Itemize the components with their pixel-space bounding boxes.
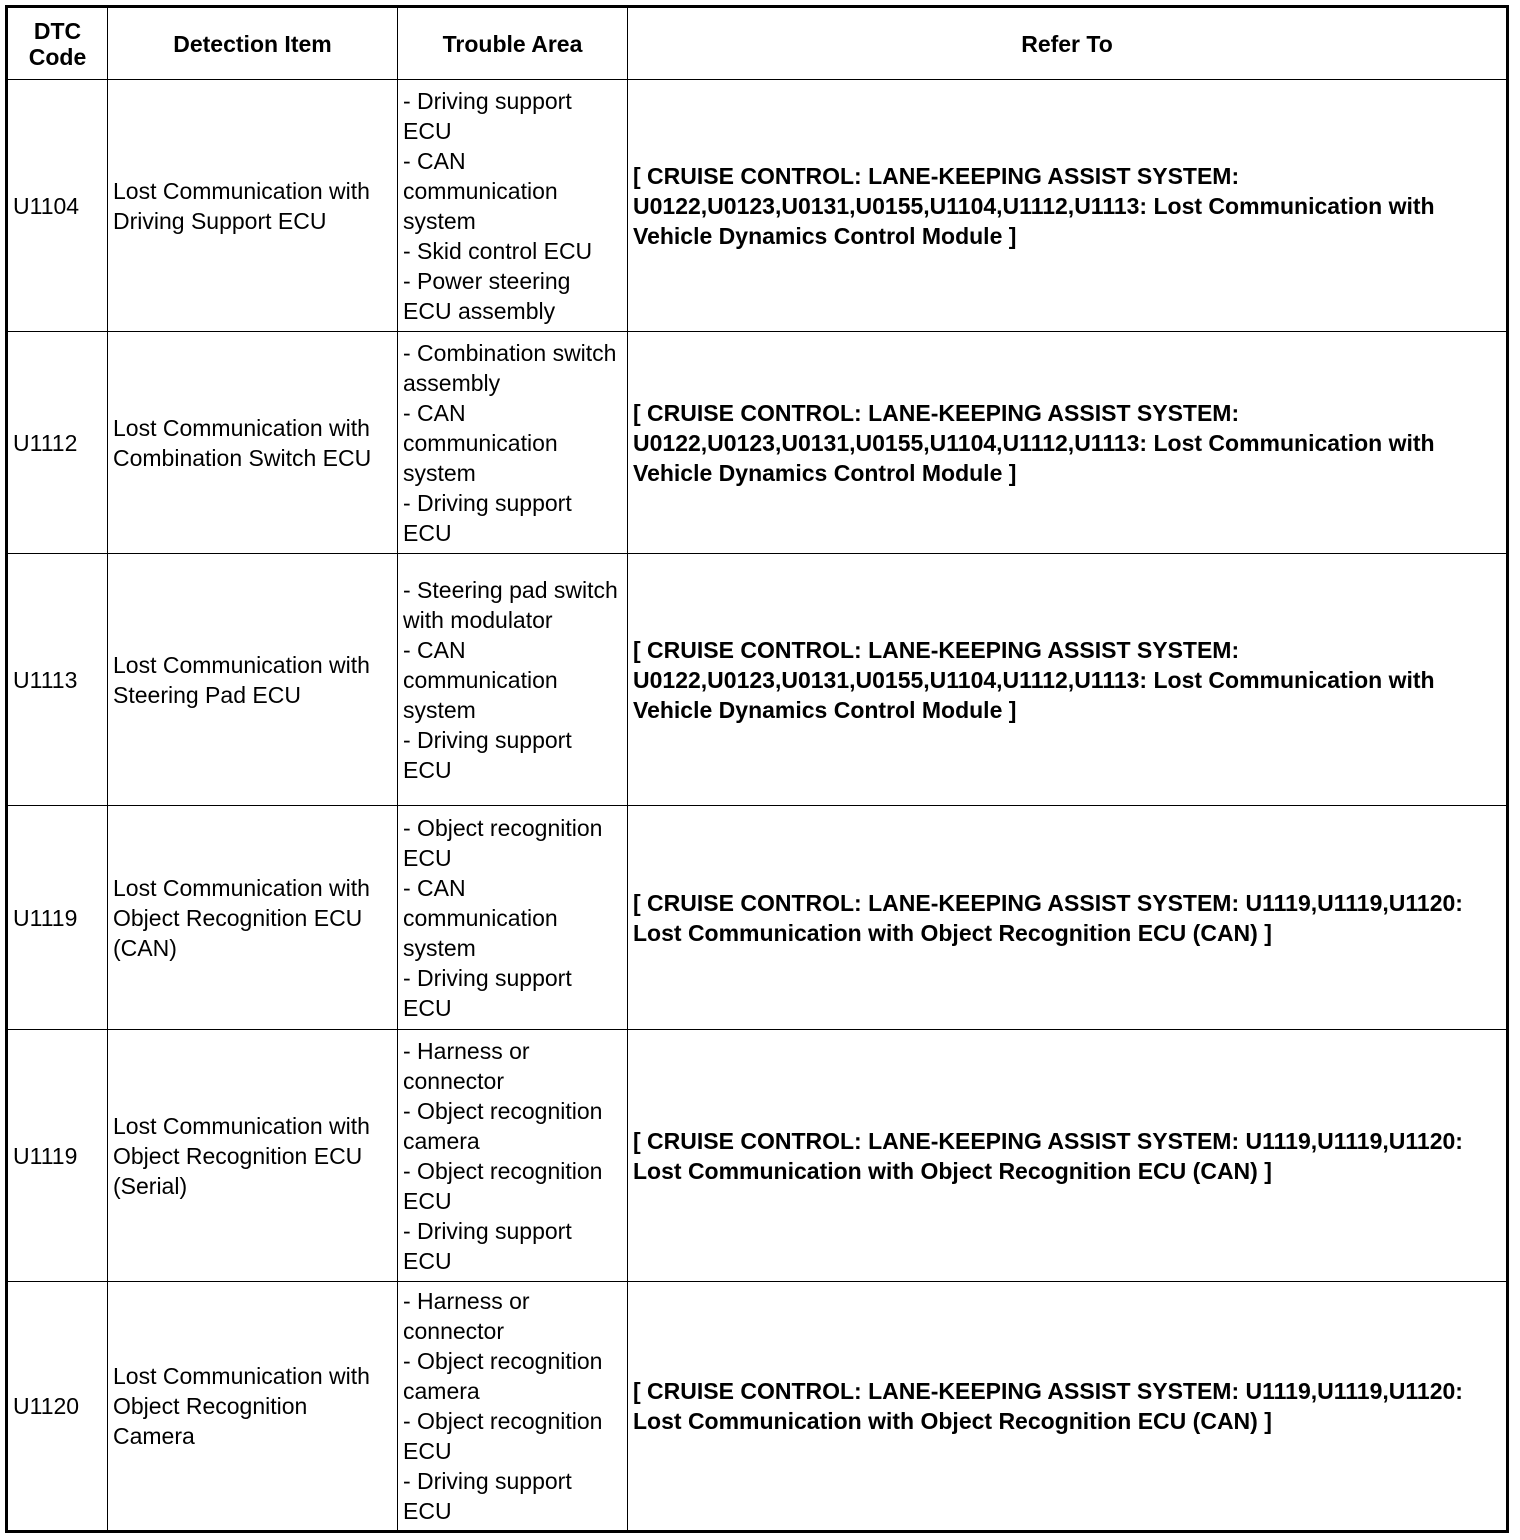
trouble-area-item: - CAN communication system (403, 636, 558, 723)
header-trouble-area: Trouble Area (398, 7, 628, 80)
trouble-area-item: - Driving support ECU (403, 726, 572, 783)
trouble-area-cell (398, 1282, 628, 1532)
dtc-code-cell: U1112 (7, 332, 108, 554)
trouble-area-item: - Harness or connector (403, 1037, 530, 1094)
trouble-area-item: - Object recognition ECU (403, 1157, 603, 1214)
trouble-area-cell (398, 332, 628, 554)
trouble-area-item: - Skid control ECU (403, 237, 593, 264)
trouble-area-item: - Steering pad switch with modulator (403, 576, 618, 633)
dtc-table (5, 5, 1509, 1533)
trouble-area-item: - CAN communication system (403, 147, 558, 234)
trouble-area-cell (398, 1030, 628, 1282)
trouble-area-cell (398, 80, 628, 332)
refer-to-link[interactable]: [ CRUISE CONTROL: LANE-KEEPING ASSIST SYSTEM: U1119,U1119,U1120: Lost Communication with Object Recognition ECU (CAN) ] (628, 806, 1508, 1030)
table-row (7, 332, 1508, 554)
trouble-area-item: - CAN communication system (403, 874, 558, 961)
header-dtc-code: DTC Code (7, 7, 108, 80)
table-row (7, 80, 1508, 332)
refer-to-link[interactable]: [ CRUISE CONTROL: LANE-KEEPING ASSIST SYSTEM: U0122,U0123,U0131,U0155,U1104,U1112,U1113: Lost Communication with Vehicle Dynamics Control Module ] (628, 80, 1508, 332)
detection-item-cell: Lost Communication with Driving Support ECU (108, 80, 398, 332)
trouble-area-item: - Driving support ECU (403, 964, 572, 1021)
detection-item-cell: Lost Communication with Object Recognition ECU (Serial) (108, 1030, 398, 1282)
trouble-area-cell (398, 806, 628, 1030)
trouble-area-item: - CAN communication system (403, 399, 558, 486)
trouble-area-cell (398, 554, 628, 806)
trouble-area-item: - Object recognition ECU (403, 814, 603, 871)
trouble-area-item: - Object recognition camera (403, 1348, 603, 1404)
trouble-area-item: - Combination switch assembly (403, 339, 617, 396)
trouble-area-item: - Driving support ECU (403, 489, 572, 546)
dtc-code-cell: U1119 (7, 806, 108, 1030)
trouble-area-item: - Driving support ECU (403, 87, 572, 144)
refer-to-link[interactable]: [ CRUISE CONTROL: LANE-KEEPING ASSIST SYSTEM: U0122,U0123,U0131,U0155,U1104,U1112,U1113: Lost Communication with Vehicle Dynamics Control Module ] (628, 554, 1508, 806)
dtc-code-cell: U1104 (7, 80, 108, 332)
refer-to-link[interactable]: [ CRUISE CONTROL: LANE-KEEPING ASSIST SYSTEM: U1119,U1119,U1120: Lost Communication with Object Recognition ECU (CAN) ] (628, 1282, 1508, 1532)
detection-item-cell: Lost Communication with Combination Switch ECU (108, 332, 398, 554)
trouble-area-item: - Driving support ECU (403, 1217, 572, 1274)
header-detection-item: Detection Item (108, 7, 398, 80)
dtc-code-cell: U1120 (7, 1282, 108, 1532)
table-header-row (7, 7, 1508, 80)
trouble-area-item: - Driving support ECU (403, 1468, 572, 1524)
detection-item-cell: Lost Communication with Object Recognition ECU (CAN) (108, 806, 398, 1030)
refer-to-link[interactable]: [ CRUISE CONTROL: LANE-KEEPING ASSIST SYSTEM: U0122,U0123,U0131,U0155,U1104,U1112,U1113: Lost Communication with Vehicle Dynamics Control Module ] (628, 332, 1508, 554)
dtc-code-cell: U1119 (7, 1030, 108, 1282)
refer-to-link[interactable]: [ CRUISE CONTROL: LANE-KEEPING ASSIST SYSTEM: U1119,U1119,U1120: Lost Communication with Object Recognition ECU (CAN) ] (628, 1030, 1508, 1282)
table-row (7, 554, 1508, 806)
header-refer-to: Refer To (628, 7, 1508, 80)
table-row (7, 1030, 1508, 1282)
dtc-code-cell: U1113 (7, 554, 108, 806)
trouble-area-item: - Power steering ECU assembly (403, 267, 571, 324)
table-row (7, 806, 1508, 1030)
table-row (7, 1282, 1508, 1532)
trouble-area-item: - Object recognition ECU (403, 1408, 603, 1464)
detection-item-cell: Lost Communication with Object Recognition Camera (108, 1282, 398, 1532)
detection-item-cell: Lost Communication with Steering Pad ECU (108, 554, 398, 806)
trouble-area-item: - Object recognition camera (403, 1097, 603, 1154)
trouble-area-item: - Harness or connector (403, 1288, 530, 1344)
